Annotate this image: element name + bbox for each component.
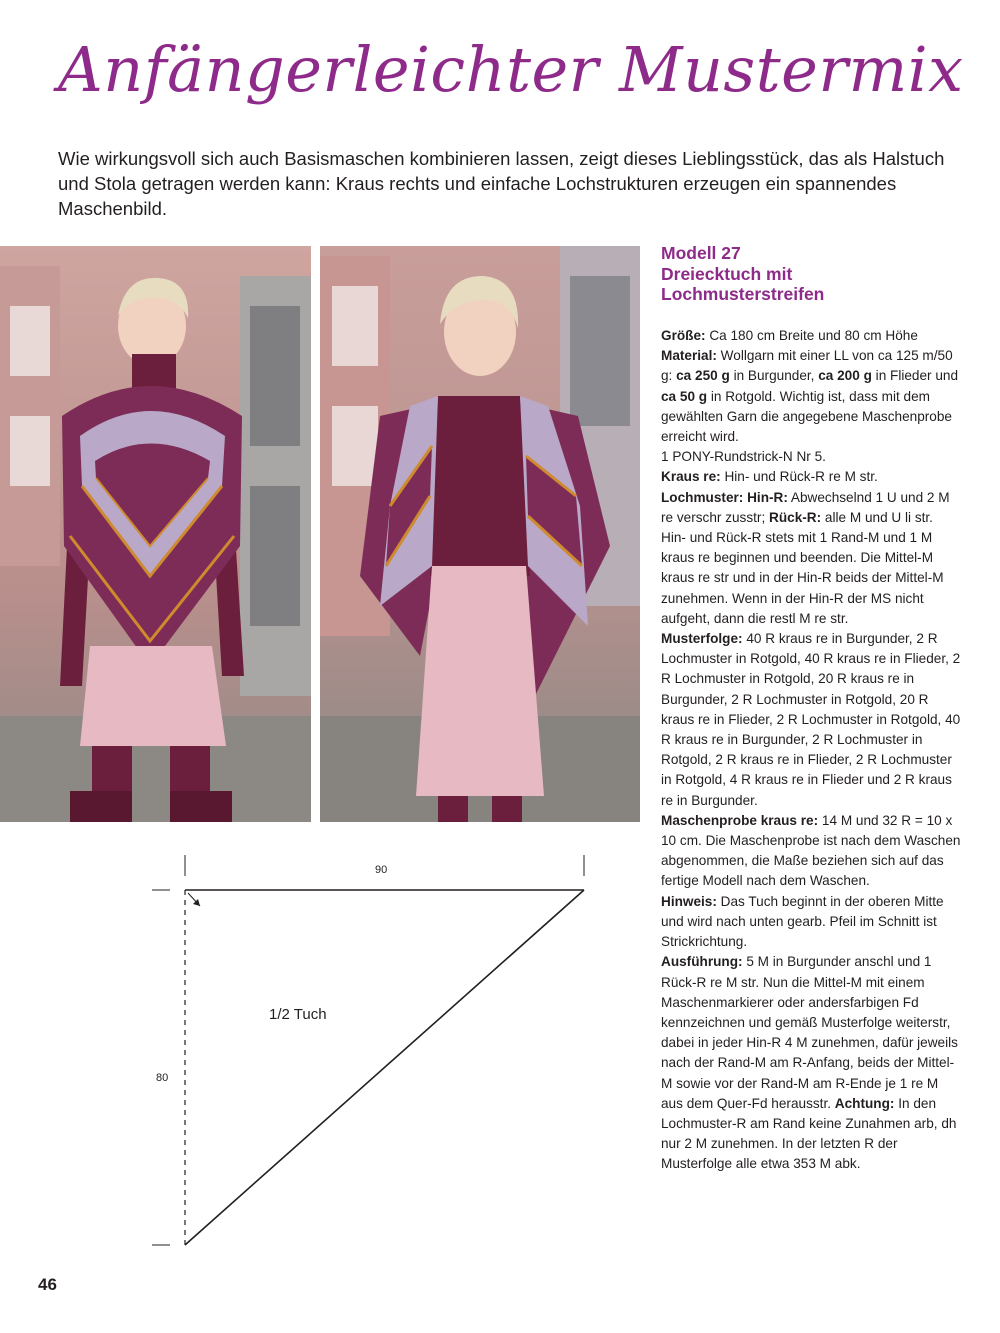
kraus-text: Hin- und Rück-R re M str. (720, 469, 878, 485)
size-paragraph (661, 326, 961, 346)
lochmuster-paragraph (661, 488, 961, 629)
pattern-schematic (140, 850, 610, 1260)
material-text: in Burgunder, (729, 368, 819, 384)
piece-label: 1/2 Tuch (269, 1006, 327, 1023)
schematic-drawing (140, 850, 610, 1260)
page-title: Anfängerleichter Mustermix (58, 33, 964, 106)
size-text: Ca 180 cm Breite und 80 cm Höhe (705, 328, 918, 343)
model-name-line1: Dreiecktuch mit (661, 263, 793, 284)
instructions (661, 326, 961, 1175)
model-name-line2: Lochmusterstreifen (661, 284, 825, 304)
page-number: 46 (38, 1275, 57, 1294)
material-amount-burgundy: ca 250 g (676, 368, 730, 384)
model-number: Modell 27 (661, 243, 741, 263)
material-text: in Flieder und (871, 368, 959, 384)
hinweis-paragraph (661, 892, 961, 953)
needle-paragraph: 1 PONY-Rundstrick-N Nr 5. (661, 449, 826, 465)
kraus-paragraph (661, 467, 961, 487)
material-paragraph (661, 346, 961, 447)
maschenprobe-paragraph (661, 811, 961, 892)
maschenprobe-label: Maschenprobe kraus re: (661, 812, 819, 828)
ausfuehrung-text: 5 M in Burgunder anschl und 1 Rück-R re M str. Nun die Mittel-M mit einem Maschenmarkierer oder andersfarbigen Fd kennzeichnen und gemäß Musterfolge weiterstr, dabei in jeder Hin-R 4 M zunehmen, dafür jeweils nach der Rand-M am R-Anfang, beids der Mittel-M sowie vor der Rand-M am R-Ende je 1 re M aus dem Quer-Fd herausstr. (661, 954, 958, 1111)
lochmuster-text: Abwechselnd 1 U und 2 M re verschr zusstr; (661, 489, 950, 525)
material-label: Material: (661, 348, 717, 364)
musterfolge-label: Musterfolge: (661, 631, 743, 647)
kraus-label: Kraus re: (661, 469, 721, 485)
hinweis-text: Das Tuch beginnt in der oberen Mitte und wird nach unten gearb. Pfeil im Schnitt ist Strickrichtung. (661, 893, 944, 950)
height-label: 80 (156, 1072, 169, 1084)
ausfuehrung-label: Ausführung: (661, 954, 743, 970)
intro-text: Wie wirkungsvoll sich auch Basismaschen kombinieren lassen, zeigt dieses Lieblingsstück, das als Halstuch und Stola getragen werden kann: Kraus rechts und einfache Lochstrukturen erzeugen ein spannendes Maschenbild. (58, 148, 945, 219)
achtung-text: In den Lochmuster-R am Rand keine Zunahmen arb, dh nur 2 M zunehmen. In der letzten R der Musterfolge alle etwa 353 M abk. (661, 1095, 957, 1172)
material-text: in Rotgold. Wichtig ist, dass mit dem gewählten Garn die angegebene Maschenprobe erreicht wird. (661, 388, 952, 445)
width-label: 90 (375, 864, 388, 876)
musterfolge-paragraph (661, 629, 961, 811)
model-heading (661, 243, 981, 305)
ausfuehrung-paragraph (661, 952, 961, 1174)
photo-front-view (320, 246, 640, 822)
material-amount-lilac: ca 200 g (818, 368, 872, 384)
lochmuster-text: alle M und U li str. Hin- und Rück-R stets mit 1 Rand-M und 1 M kraus re beginnen und beenden. Die Mittel-M kraus re str und in der Hin-R beids der Mittel-M zunehmen. Wenn in der Hin-R der MS nicht aufgeht, dann die restl M re str. (661, 509, 944, 626)
material-amount-rotgold: ca 50 g (661, 388, 708, 404)
maschenprobe-text: 14 M und 32 R = 10 x 10 cm. Die Maschenprobe ist nach dem Waschen abgenommen, die Maße beziehen sich auf das fertige Modell nach dem Waschen. (661, 812, 961, 889)
musterfolge-text: 40 R kraus re in Burgunder, 2 R Lochmuster in Rotgold, 40 R kraus re in Flieder, 2 R Lochmuster in Rotgold, 20 R kraus re in Burgunder, 2 R Lochmuster in Rotgold, 20 R kraus re in Flieder, 2 R Lochmuster in Rotgold, 40 R kraus re in Burgunder, 2 R Lochmuster in Rotgold, 2 R kraus re in Flieder, 2 R Lochmuster in Rotgold, 4 R kraus re in Flieder und 2 R kraus re in Burgunder. (661, 631, 961, 808)
photo-back-view (0, 246, 311, 822)
lochmuster-label: Lochmuster: Hin-R: (661, 489, 788, 505)
material-text: Wollgarn mit einer LL von ca 125 m/50 g: (661, 348, 953, 384)
hinweis-label: Hinweis: (661, 893, 717, 909)
achtung-label: Achtung: (834, 1095, 895, 1111)
size-label: Größe: (661, 328, 706, 343)
lochmuster-back-label: Rück-R: (769, 509, 822, 525)
